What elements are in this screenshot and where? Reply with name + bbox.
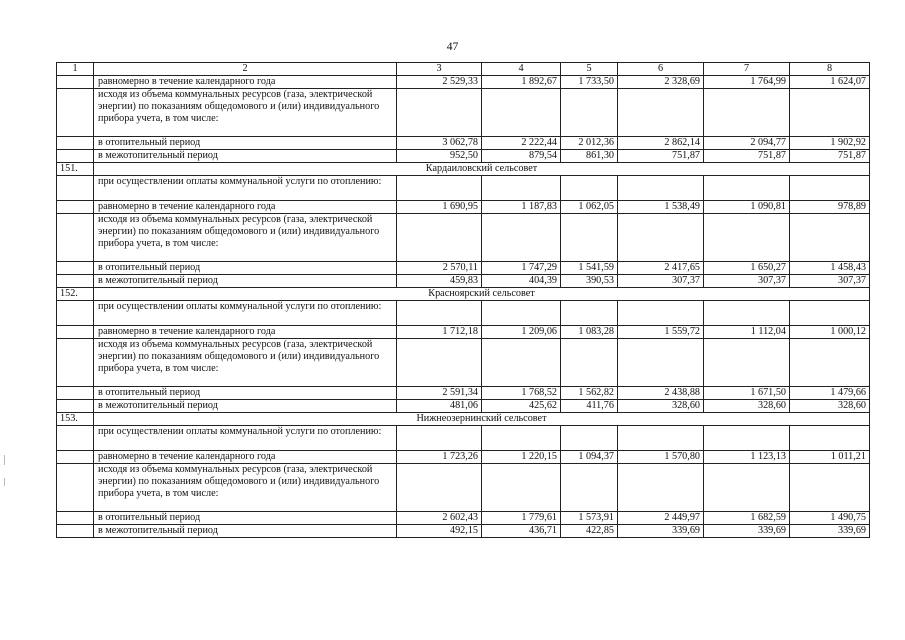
value-cell xyxy=(790,301,870,326)
value-cell: 328,60 xyxy=(704,400,790,413)
note-row xyxy=(57,214,870,262)
value-cell: 2 222,44 xyxy=(482,137,561,150)
row-label: при осуществлении оплаты коммунальной услуги по отоплению: xyxy=(94,301,397,326)
value-cell xyxy=(618,176,704,201)
value-cell xyxy=(482,214,561,262)
note-row xyxy=(57,464,870,512)
row-label: в отопительный период xyxy=(94,512,397,525)
row-label: в межотопительный период xyxy=(94,275,397,288)
value-cell: 390,53 xyxy=(561,275,618,288)
column-header: 7 xyxy=(704,63,790,76)
value-cell: 307,37 xyxy=(618,275,704,288)
value-cell: 952,50 xyxy=(397,150,482,163)
index-cell xyxy=(57,512,94,525)
note-row xyxy=(57,89,870,137)
value-cell: 1 209,06 xyxy=(482,326,561,339)
value-cell: 978,89 xyxy=(790,201,870,214)
value-cell: 1 490,75 xyxy=(790,512,870,525)
index-cell xyxy=(57,326,94,339)
value-cell: 1 090,81 xyxy=(704,201,790,214)
value-cell: 1 479,66 xyxy=(790,387,870,400)
tariff-table xyxy=(56,62,870,538)
index-cell xyxy=(57,214,94,262)
index-cell xyxy=(57,525,94,538)
value-cell: 1 892,67 xyxy=(482,76,561,89)
value-cell: 492,15 xyxy=(397,525,482,538)
row-label: в отопительный период xyxy=(94,262,397,275)
section-name: Кардаиловский сельсовет xyxy=(94,163,870,176)
index-cell xyxy=(57,201,94,214)
value-cell: 339,69 xyxy=(790,525,870,538)
value-cell: 1 559,72 xyxy=(618,326,704,339)
value-cell xyxy=(397,301,482,326)
index-cell xyxy=(57,426,94,451)
value-cell: 436,71 xyxy=(482,525,561,538)
value-cell xyxy=(704,89,790,137)
row-label: равномерно в течение календарного года xyxy=(94,451,397,464)
value-cell xyxy=(482,464,561,512)
value-cell: 422,85 xyxy=(561,525,618,538)
table-row xyxy=(57,387,870,400)
value-cell: 328,60 xyxy=(790,400,870,413)
value-cell: 1 764,99 xyxy=(704,76,790,89)
value-cell xyxy=(397,89,482,137)
value-cell: 2 328,69 xyxy=(618,76,704,89)
column-header: 8 xyxy=(790,63,870,76)
value-cell: 307,37 xyxy=(704,275,790,288)
value-cell xyxy=(790,339,870,387)
value-cell: 2 012,36 xyxy=(561,137,618,150)
table-row xyxy=(57,262,870,275)
section-number: 152. xyxy=(57,288,94,301)
value-cell xyxy=(790,214,870,262)
row-label: при осуществлении оплаты коммунальной услуги по отоплению: xyxy=(94,426,397,451)
value-cell: 481,06 xyxy=(397,400,482,413)
value-cell xyxy=(704,464,790,512)
value-cell xyxy=(790,176,870,201)
index-cell xyxy=(57,387,94,400)
value-cell xyxy=(561,464,618,512)
index-cell xyxy=(57,451,94,464)
table-row xyxy=(57,201,870,214)
value-cell xyxy=(482,339,561,387)
value-cell xyxy=(561,214,618,262)
value-cell: 2 449,97 xyxy=(618,512,704,525)
value-cell: 751,87 xyxy=(618,150,704,163)
value-cell: 751,87 xyxy=(704,150,790,163)
value-cell: 1 650,27 xyxy=(704,262,790,275)
table-row xyxy=(57,275,870,288)
row-label: равномерно в течение календарного года xyxy=(94,326,397,339)
value-cell: 2 570,11 xyxy=(397,262,482,275)
value-cell: 339,69 xyxy=(618,525,704,538)
value-cell xyxy=(704,339,790,387)
value-cell: 1 220,15 xyxy=(482,451,561,464)
value-cell: 1 690,95 xyxy=(397,201,482,214)
value-cell: 1 541,59 xyxy=(561,262,618,275)
table-row xyxy=(57,326,870,339)
value-cell: 1 011,21 xyxy=(790,451,870,464)
value-cell xyxy=(618,301,704,326)
value-cell xyxy=(561,301,618,326)
table-row xyxy=(57,76,870,89)
row-label: в отопительный период xyxy=(94,137,397,150)
value-cell: 404,39 xyxy=(482,275,561,288)
index-cell xyxy=(57,275,94,288)
value-cell: 339,69 xyxy=(704,525,790,538)
row-label: в межотопительный период xyxy=(94,150,397,163)
table-row xyxy=(57,525,870,538)
value-cell xyxy=(704,214,790,262)
column-header: 2 xyxy=(94,63,397,76)
value-cell: 2 438,88 xyxy=(618,387,704,400)
value-cell xyxy=(482,301,561,326)
value-cell: 425,62 xyxy=(482,400,561,413)
value-cell: 2 094,77 xyxy=(704,137,790,150)
value-cell: 1 094,37 xyxy=(561,451,618,464)
value-cell: 2 591,34 xyxy=(397,387,482,400)
value-cell: 411,76 xyxy=(561,400,618,413)
value-cell xyxy=(397,214,482,262)
value-cell xyxy=(790,426,870,451)
value-cell xyxy=(561,339,618,387)
row-label: в межотопительный период xyxy=(94,525,397,538)
table-row xyxy=(57,400,870,413)
value-cell xyxy=(561,426,618,451)
value-cell xyxy=(482,89,561,137)
value-cell xyxy=(397,464,482,512)
value-cell: 328,60 xyxy=(618,400,704,413)
index-cell xyxy=(57,339,94,387)
value-cell: 1 573,91 xyxy=(561,512,618,525)
index-cell xyxy=(57,76,94,89)
value-cell: 1 083,28 xyxy=(561,326,618,339)
table-row xyxy=(57,512,870,525)
column-header: 1 xyxy=(57,63,94,76)
note-row xyxy=(57,426,870,451)
value-cell xyxy=(397,339,482,387)
value-cell xyxy=(618,426,704,451)
value-cell: 1 671,50 xyxy=(704,387,790,400)
value-cell xyxy=(618,339,704,387)
value-cell xyxy=(561,89,618,137)
index-cell xyxy=(57,262,94,275)
section-number: 151. xyxy=(57,163,94,176)
value-cell xyxy=(618,214,704,262)
value-cell xyxy=(561,176,618,201)
value-cell: 1 562,82 xyxy=(561,387,618,400)
table-row xyxy=(57,150,870,163)
index-cell xyxy=(57,400,94,413)
page-number: 47 xyxy=(446,41,459,53)
column-header: 6 xyxy=(618,63,704,76)
value-cell: 1 768,52 xyxy=(482,387,561,400)
value-cell xyxy=(397,426,482,451)
index-cell xyxy=(57,150,94,163)
table-row xyxy=(57,451,870,464)
value-cell: 3 062,78 xyxy=(397,137,482,150)
note-row xyxy=(57,301,870,326)
value-cell xyxy=(482,426,561,451)
value-cell: 1 538,49 xyxy=(618,201,704,214)
row-label: при осуществлении оплаты коммунальной услуги по отоплению: xyxy=(94,176,397,201)
value-cell: 1 062,05 xyxy=(561,201,618,214)
section-name: Краснoярский сельсовет xyxy=(94,288,870,301)
section-row xyxy=(57,163,870,176)
row-label: исходя из объема коммунальных ресурсов (газа, электрической энергии) по показаниям общедомового и (или) индивидуального прибора учета, в том числе: xyxy=(94,89,397,137)
value-cell xyxy=(704,426,790,451)
value-cell xyxy=(790,89,870,137)
value-cell xyxy=(790,464,870,512)
value-cell: 1 187,83 xyxy=(482,201,561,214)
index-cell xyxy=(57,89,94,137)
table-body xyxy=(57,63,870,538)
value-cell: 459,83 xyxy=(397,275,482,288)
value-cell: 1 624,07 xyxy=(790,76,870,89)
value-cell: 751,87 xyxy=(790,150,870,163)
note-row xyxy=(57,176,870,201)
section-name: Нижнеозернинский сельсовет xyxy=(94,413,870,426)
value-cell: 1 112,04 xyxy=(704,326,790,339)
section-row xyxy=(57,288,870,301)
scan-artifact xyxy=(4,455,5,465)
row-label: исходя из объема коммунальных ресурсов (газа, электрической энергии) по показаниям общедомового и (или) индивидуального прибора учета, в том числе: xyxy=(94,464,397,512)
row-label: равномерно в течение календарного года xyxy=(94,201,397,214)
value-cell xyxy=(397,176,482,201)
header-row xyxy=(57,63,870,76)
value-cell xyxy=(618,464,704,512)
value-cell: 2 417,65 xyxy=(618,262,704,275)
index-cell xyxy=(57,176,94,201)
table-row xyxy=(57,137,870,150)
value-cell xyxy=(482,176,561,201)
value-cell: 307,37 xyxy=(790,275,870,288)
value-cell: 879,54 xyxy=(482,150,561,163)
value-cell: 1 723,26 xyxy=(397,451,482,464)
value-cell xyxy=(618,89,704,137)
value-cell: 1 458,43 xyxy=(790,262,870,275)
value-cell xyxy=(704,301,790,326)
row-label: исходя из объема коммунальных ресурсов (газа, электрической энергии) по показаниям общедомового и (или) индивидуального прибора учета, в том числе: xyxy=(94,339,397,387)
section-number: 153. xyxy=(57,413,94,426)
value-cell: 2 602,43 xyxy=(397,512,482,525)
section-row xyxy=(57,413,870,426)
row-label: в отопительный период xyxy=(94,387,397,400)
value-cell: 1 902,92 xyxy=(790,137,870,150)
value-cell xyxy=(704,176,790,201)
row-label: исходя из объема коммунальных ресурсов (газа, электрической энергии) по показаниям общедомового и (или) индивидуального прибора учета, в том числе: xyxy=(94,214,397,262)
row-label: равномерно в течение календарного года xyxy=(94,76,397,89)
column-header: 5 xyxy=(561,63,618,76)
scan-artifact xyxy=(4,478,5,486)
value-cell: 1 123,13 xyxy=(704,451,790,464)
value-cell: 2 529,33 xyxy=(397,76,482,89)
value-cell: 1 779,61 xyxy=(482,512,561,525)
value-cell: 1 712,18 xyxy=(397,326,482,339)
value-cell: 1 570,80 xyxy=(618,451,704,464)
index-cell xyxy=(57,464,94,512)
column-header: 3 xyxy=(397,63,482,76)
value-cell: 1 000,12 xyxy=(790,326,870,339)
value-cell: 861,30 xyxy=(561,150,618,163)
note-row xyxy=(57,339,870,387)
value-cell: 1 747,29 xyxy=(482,262,561,275)
column-header: 4 xyxy=(482,63,561,76)
value-cell: 2 862,14 xyxy=(618,137,704,150)
value-cell: 1 682,59 xyxy=(704,512,790,525)
value-cell: 1 733,50 xyxy=(561,76,618,89)
index-cell xyxy=(57,137,94,150)
index-cell xyxy=(57,301,94,326)
row-label: в межотопительный период xyxy=(94,400,397,413)
